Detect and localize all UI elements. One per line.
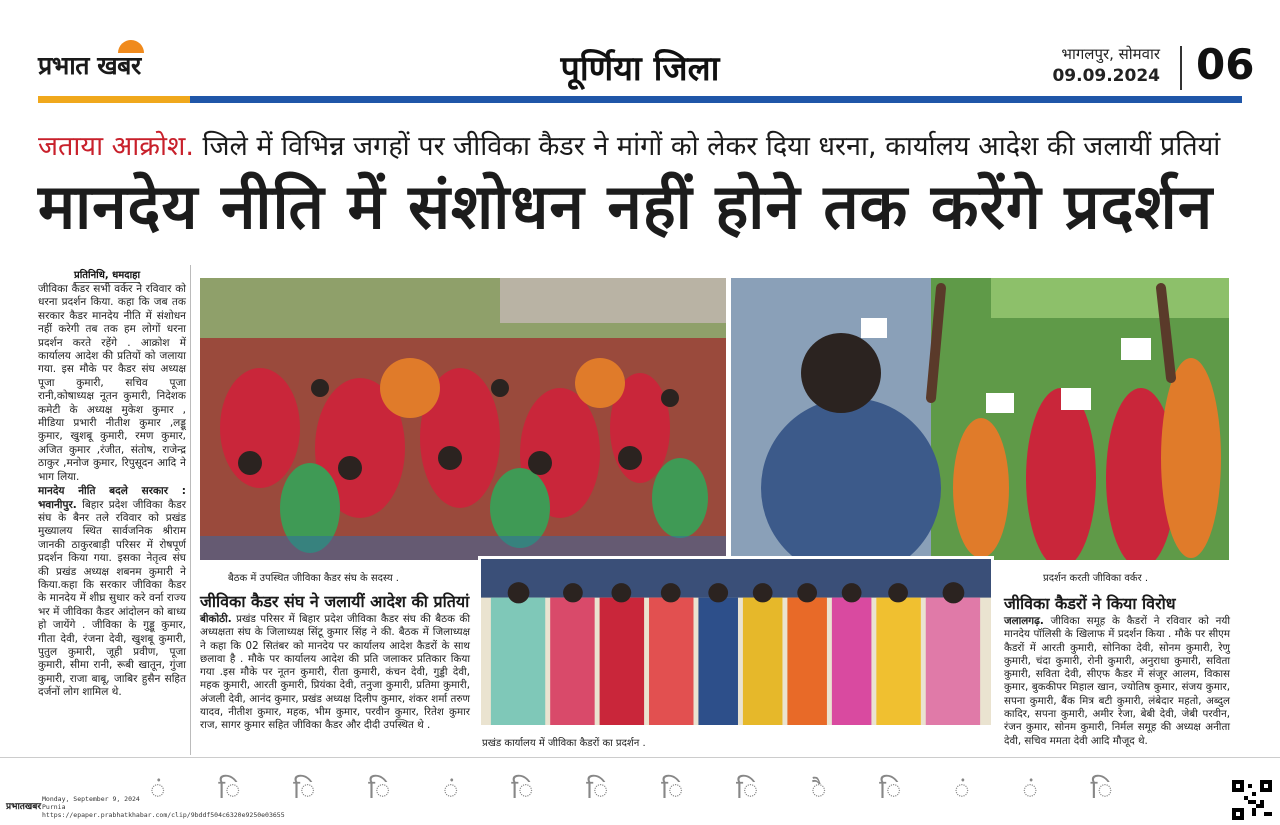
left-column-story	[38, 283, 186, 701]
story-heading: जीविका कैडर संघ ने जलायीं आदेश की प्रतियां	[200, 592, 470, 611]
clip-url[interactable]: https://epaper.prabhatkhabar.com/clip/9bddf504c6320e9250e03655	[42, 811, 285, 819]
photo-caption: बैठक में उपस्थित जीविका कैडर संघ के सदस्य .	[228, 573, 399, 584]
protest-photo-seated-group	[200, 278, 726, 560]
qr-code-icon[interactable]	[1232, 780, 1272, 820]
story-paragraph: बिहार प्रदेश जीविका कैडर संघ के बैनर तले रविवार को प्रखंड मुख्यालय स्थित सार्वजनिक श्रीराम जानकी ठाकुरबाड़ी परिसर में रोषपूर्ण प्रदर्शन किया गया. इसका नेतृत्व संघ की प्रखंड अध्यक्ष शबनम कुमारी ने किया.कहा कि सरकार जीविका कैडर के मानदेय में शीघ्र सुधार करे वर्ना राज्य भर में जीविका कैडर आंदोलन को बाध्य हो जायेंगे . जीविका के गुड्डू कुमार, गीता देवी, रंजना देवी, खुशबू कुमारी, पुतुल कुमारी, जूही प्रवीण, पूजा कुमारी, सीमा रानी, रूबी खातून, गुंजा कुमारी, राजा बाबू, जाबिर हुसैन सहित दर्जनों लोग शामिल थे.	[38, 498, 186, 699]
story-heading: जीविका कैडरों ने किया विरोध	[1004, 594, 1176, 613]
next-page-bleed-text: ं ि ि ि ं ि ि ि ि ै ि ं ं ि	[150, 775, 1159, 805]
photo-caption: प्रखंड कार्यालय में जीविका कैडरों का प्रदर्शन .	[482, 738, 646, 749]
section-title: पूर्णिया जिला	[560, 49, 720, 89]
story-text: जीविका समूह के कैडरों ने रविवार को नयी मानदेय पॉलिसी के खिलाफ में प्रदर्शन किया . मौके पर सीएम कैडरों में आरती कुमारी, सोनिका देवी, सोनम कुमारी, रेणु कुमारी, चंदा कुमारी, रोनी कुमारी, अनुराधा कुमारी, सविता कुमारी, सविता देवी, सीएफ कैडर में संजूर आलम, विकास कुमार, बुककीपर मिहाल खान, ज्योतिष कुमार, संजय कुमार, सपना कुमारी, बैंक मित्र बटी कुमारी, लंबेदार महतो, अब्दुल कादिर, सपना कुमारी, अमीर रेजा, बेबी देवी, जेबी परवीन, रंजन कुमार, सोनम कुमारी, निर्मल समूह की अध्यक्ष अनीता देवी, सचिव ममता देवी आदि मौजूद थे.	[1004, 615, 1230, 747]
kicker-line	[38, 126, 1220, 163]
story-body	[1004, 615, 1230, 748]
page-number: 06	[1196, 40, 1255, 89]
photo-caption: प्रदर्शन करती जीविका वर्कर .	[1043, 573, 1149, 584]
dateline: जलालगढ़.	[1004, 615, 1044, 627]
footer-logo: प्रभातखबर	[6, 802, 42, 812]
kicker-text: जिले में विभिन्न जगहों पर जीविका कैडर ने मांगों को लेकर दिया धरना, कार्यालय आदेश की जलायीं प्रतियां	[202, 131, 1221, 162]
protest-photo-standing-workers	[731, 278, 1229, 560]
clip-date: Monday, September 9, 2024	[42, 795, 140, 803]
issue-date: 09.09.2024	[1052, 66, 1160, 86]
footer-divider	[0, 757, 1280, 758]
page-number-divider	[1180, 46, 1182, 90]
clip-edition: Purnia	[42, 803, 66, 811]
byline: प्रतिनिधि, धमदाहा	[74, 267, 140, 283]
dateline: बीकोठी.	[200, 613, 232, 625]
dateline: भवानीपुर.	[38, 498, 77, 511]
protest-photo-office-group	[478, 556, 994, 728]
story-paragraph: जीविका कैडर सभी वर्कर ने रविवार को धरना प्रदर्शन किया. कहा कि जब तक सरकार कैडर मानदेय नीति में संशोधन नहीं करेगी तब तक हम लोगों धरना प्रदर्शन करते रहेंगे . आक्रोश में कार्यालय आदेश की प्रतियों को जलाया गया. इस मौके पर कैडर संघ अध्यक्ष पूजा कुमारी, सचिव पूजा रानी,कोषाध्यक्ष नूतन कुमारी, निदेशक कमेटी के अध्यक्ष मुकेश कुमार , मीडिया प्रभारी नीतीश कुमार ,लड्डू कुमार, खुशबू कुमारी, रमण कुमार, अजित कुमार ,रंजीत, संतोष, राजेन्द्र ठाकुर ,मनोज कुमार, रिपुसूदन आदि ने भाग लिया.	[38, 283, 186, 483]
sub-heading: मानदेय नीति बदले सरकार :	[38, 485, 186, 498]
kicker-label: जताया आक्रोश.	[38, 131, 194, 162]
story-body	[200, 613, 470, 733]
main-headline: मानदेय नीति में संशोधन नहीं होने तक करेंगे प्रदर्शन	[38, 170, 1214, 243]
masthead-bar-orange	[38, 96, 190, 103]
masthead-bar-blue	[190, 96, 1242, 103]
edition-label: भागलपुर, सोमवार	[1061, 45, 1160, 63]
story-text: प्रखंड परिसर में बिहार प्रदेश जीविका कैडर संघ की बैठक की अध्यक्षता संघ के जिलाध्यक्ष सिंटू कुमार सिंह ने की. बैठक में जिलाध्यक्ष ने कहा कि 02 सितंबर को मानदेय पर कार्यालय आदेश कैडरों के साथ छलावा है . मौके पर कार्यालय आदेश की प्रति जलाकर प्रतिकार किया गया .इस मौके पर नूतन कुमारी, रीता कुमारी, कंचन देवी, गुड्डी देवी, महक कुमारी, आरती कुमारी, प्रियंका देवी, तनुजा कुमारी, प्रतिमा कुमारी, अंजली देवी, आनंद कुमार, प्रखंड अध्यक्ष दिलीप कुमार, शंकर शर्मा तरुण यादव, नीतीश कुमार, महक, भीम कुमार, परवीन कुमार, रितेश कुमार राज, सागर कुमार सहित जीविका कैडर और दीदी उपस्थित थे .	[200, 613, 470, 732]
clip-metadata	[42, 795, 285, 819]
column-divider	[190, 265, 191, 755]
newspaper-logo: प्रभात खबर	[38, 51, 141, 80]
